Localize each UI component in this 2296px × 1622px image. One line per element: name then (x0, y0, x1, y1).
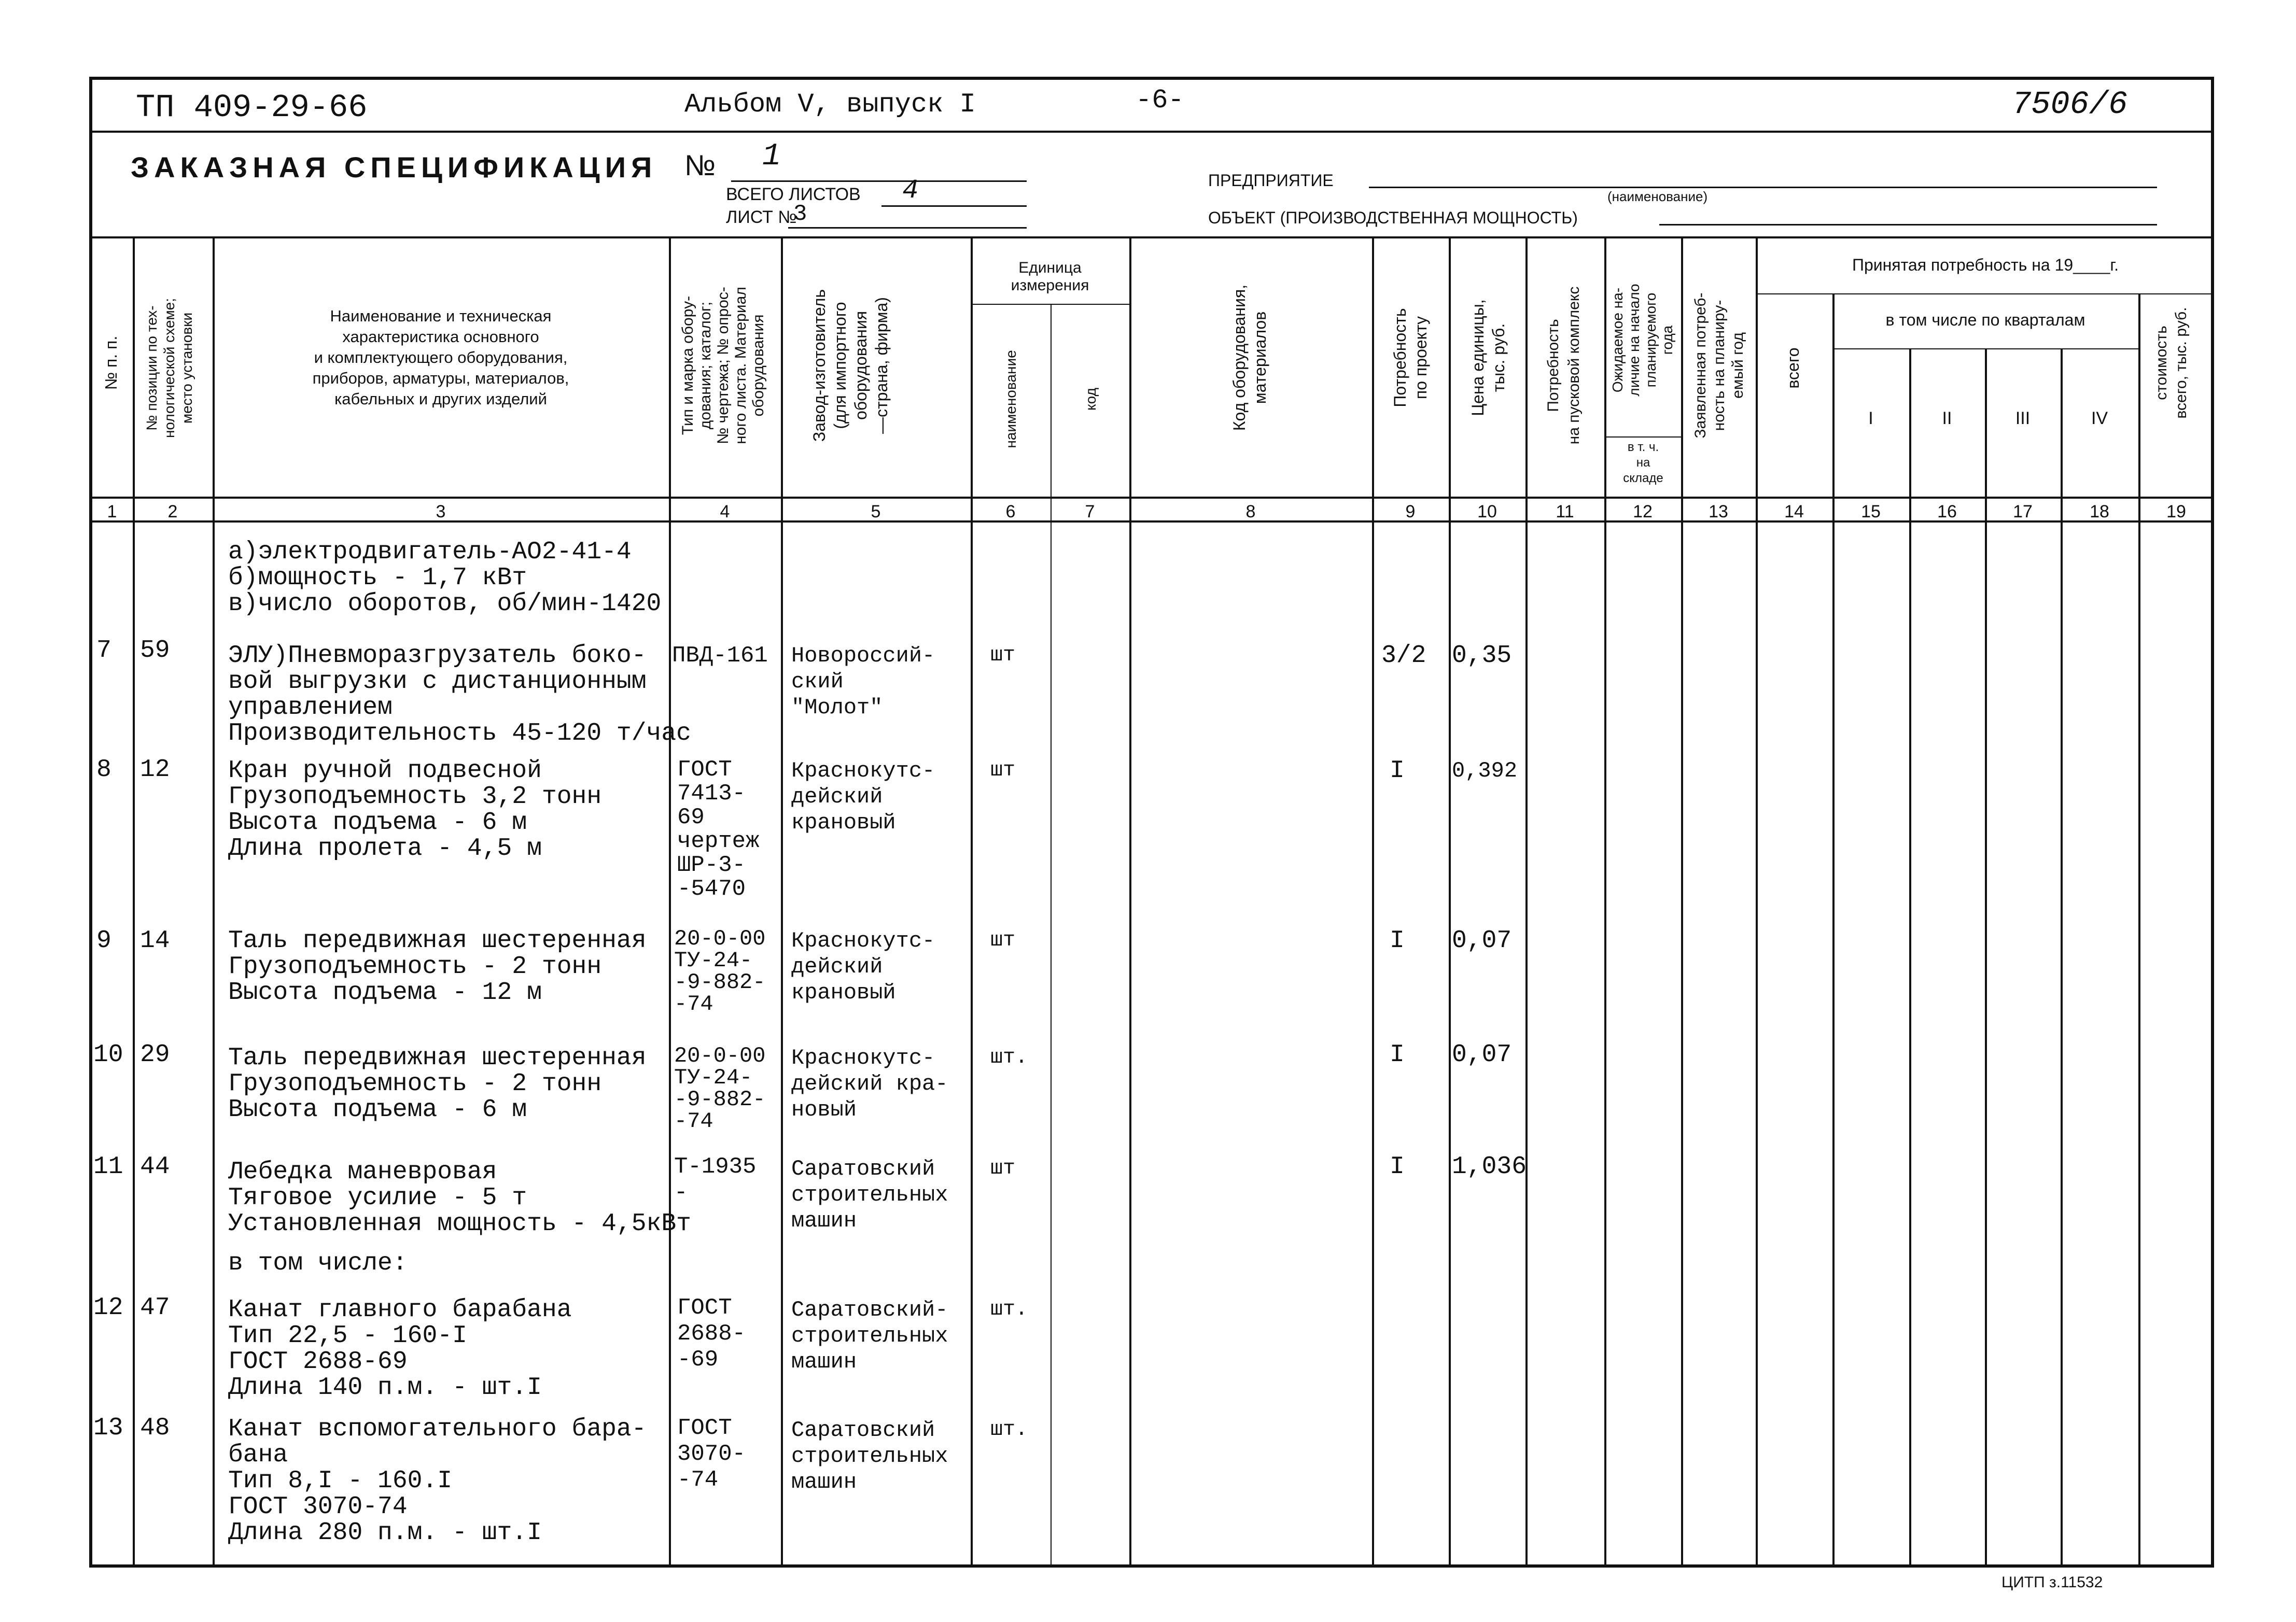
col-7-header: код (1083, 388, 1099, 411)
col-18-header: IV (2091, 408, 2108, 428)
col-number: 12 (1633, 502, 1653, 521)
row-1-qty: 3/2 (1381, 642, 1426, 670)
col-19-header: стоимость всего, тыс. руб. (2153, 307, 2190, 419)
row-7-unit: шт. (990, 1298, 1028, 1321)
row-2-unit: шт (990, 759, 1016, 782)
row-6-name: в том числе: (228, 1249, 408, 1277)
naming-note: (наименование) (1607, 189, 1708, 204)
row-4-type: 20-0-00 ТУ-24- -9-882- -74 (674, 1043, 766, 1134)
row-8-name: Канат вспомогательного бара- бана Тип 8,I - 160.I ГОСТ 3070-74 Длина 280 п.м. - шт.I (228, 1415, 647, 1547)
enterprise-label: ПРЕДПРИЯТИЕ (1208, 171, 1334, 190)
album-info: Альбом V, выпуск I (684, 89, 976, 120)
row-3-name: Таль передвижная шестеренная Грузоподъемность - 2 тонн Высота подъема - 12 м (228, 927, 647, 1007)
col-number: 6 (1005, 502, 1016, 521)
sheet-id: 7506/6 (2012, 86, 2128, 123)
row-1-unit: шт (990, 644, 1016, 667)
row-5-qty: I (1390, 1153, 1405, 1181)
row-5-name: Лебедка маневровая Тяговое усилие - 5 т Установленная мощность - 4,5кВт (228, 1158, 691, 1238)
col-2-header: № позиции по тех- нологической схеме; место установки (144, 298, 195, 439)
col-6-header: наименование (1003, 350, 1019, 448)
col-15-header: I (1868, 408, 1873, 428)
row-1-type: ПВД-161 (672, 643, 768, 669)
row-3-position: 14 (140, 927, 170, 955)
col-16-header: II (1942, 408, 1952, 428)
col-number: 10 (1477, 502, 1497, 521)
col-12-sub-header: в т. ч. на складе (1623, 440, 1663, 485)
unit-header: Единица измерения (1011, 259, 1089, 294)
col-13-header: Заявленная потреб- ность на планиру- емый год (1692, 292, 1746, 439)
page-number: -6- (1136, 85, 1184, 116)
row-1-number: 7 (96, 637, 111, 665)
row-5-position: 44 (140, 1153, 170, 1181)
col-number: 8 (1245, 502, 1256, 521)
row-2-name: Кран ручной подвесной Грузоподъемность 3,2 тонн Высота подъема - 6 м Длина пролета - 4,5 м (228, 757, 602, 863)
col-number: 3 (436, 502, 446, 521)
col-14-header: всего (1784, 347, 1802, 389)
row-4-qty: I (1390, 1041, 1405, 1069)
row-8-unit: шт. (990, 1418, 1028, 1442)
row-5-type: Т-1935 - (674, 1154, 757, 1206)
row-2-maker: Краснокутс- дейский крановый (791, 758, 935, 835)
row-7-number: 12 (93, 1294, 123, 1322)
row-8-number: 13 (93, 1414, 123, 1442)
total-sheets-value: 4 (902, 175, 919, 206)
row-5-number: 11 (93, 1153, 123, 1181)
sheet-no-value: 3 (793, 201, 807, 227)
row-1-name: ЭЛУ)Пневморазгрузатель боко- вой выгрузки с дистанционным управлением Производительность 45-120 т/час (228, 642, 691, 747)
row-3-unit: шт (990, 929, 1016, 952)
col-number: 19 (2166, 502, 2186, 521)
row-3-price: 0,07 (1452, 927, 1512, 955)
row-7-name: Канат главного барабана Тип 22,5 - 160-I ГОСТ 2688-69 Длина 140 п.м. - шт.I (228, 1296, 572, 1402)
col-number: 18 (2090, 502, 2109, 521)
col-number: 1 (107, 502, 117, 521)
col-4-header: Тип и марка обору- дования; каталог; № чертежа; № опрос- ного листа. Материал оборудования (679, 287, 767, 444)
row-7-maker: Саратовский- строительных машин (791, 1297, 948, 1374)
row-5-unit: шт (990, 1157, 1016, 1180)
row-8-position: 48 (140, 1414, 170, 1442)
row-3-number: 9 (96, 927, 111, 955)
col-number: 7 (1085, 502, 1095, 521)
col-number: 4 (720, 502, 730, 521)
doc-code: ТП 409-29-66 (136, 89, 368, 126)
total-sheets-label: ВСЕГО ЛИСТОВ (726, 185, 861, 204)
sheet-no-label: ЛИСТ № (726, 207, 797, 227)
col-12-header: Ожидаемое на- личие на начало планируемого года (1609, 284, 1675, 397)
col-5-header: Завод-изготовитель (для импортного оборудования —страна, фирма) (810, 289, 891, 442)
col-number: 15 (1861, 502, 1881, 521)
row-2-type: ГОСТ 7413- 69 чертеж ШР-3- -5470 (677, 757, 760, 902)
footer-stamp: ЦИТП з.11532 (2001, 1574, 2103, 1591)
object-label: ОБЪЕКТ (ПРОИЗВОДСТВЕННАЯ МОЩНОСТЬ) (1208, 208, 1578, 227)
col-11-header: Потребность на пусковой комплекс (1545, 286, 1583, 445)
row-3-type: 20-0-00 ТУ-24- -9-882- -74 (674, 926, 766, 1017)
col-1-header: № п. п. (102, 335, 120, 390)
row-4-number: 10 (93, 1041, 123, 1069)
row-2-price: 0,392 (1452, 758, 1518, 783)
row-2-number: 8 (96, 756, 111, 784)
row-4-name: Таль передвижная шестеренная Грузоподъемность - 2 тонн Высота подъема - 6 м (228, 1044, 647, 1124)
row-2-position: 12 (140, 756, 170, 784)
row-8-type: ГОСТ 3070- -74 (677, 1415, 746, 1493)
col-number: 16 (1937, 502, 1957, 521)
col-10-header: Цена единицы, тыс. руб. (1468, 299, 1508, 416)
row-3-qty: I (1390, 927, 1405, 955)
col-number: 14 (1784, 502, 1804, 521)
row-2-qty: I (1390, 757, 1405, 785)
row-4-unit: шт. (990, 1046, 1028, 1069)
row-5-price: 1,036 (1452, 1153, 1527, 1181)
col-number: 2 (167, 502, 178, 521)
row-1-price: 0,35 (1452, 642, 1512, 670)
row-3-maker: Краснокутс- дейский крановый (791, 928, 935, 1005)
row-7-type: ГОСТ 2688- -69 (677, 1295, 746, 1373)
col-17-header: III (2015, 408, 2031, 428)
row-7-position: 47 (140, 1294, 170, 1322)
accepted-header: Принятая потребность на 19____г. (1852, 256, 2119, 274)
col-number: 13 (1709, 502, 1728, 521)
row-4-maker: Краснокутс- дейский кра- новый (791, 1046, 948, 1122)
row-4-position: 29 (140, 1041, 170, 1069)
col-8-header: Код оборудования, материалов (1230, 284, 1269, 431)
quarters-header: в том числе по кварталам (1885, 311, 2085, 329)
row-8-maker: Саратовский строительных машин (791, 1418, 948, 1494)
form-title: ЗАКАЗНАЯ СПЕЦИФИКАЦИЯ (131, 151, 657, 184)
row-1-position: 59 (140, 637, 170, 665)
col-number: 5 (871, 502, 881, 521)
col-number: 17 (2013, 502, 2033, 521)
col-number: 11 (1556, 502, 1574, 521)
col-3-header: Наименование и техническая характеристика основного и комплектующего оборудования, приборов, арматуры, материалов, кабельных и других изделий (312, 307, 569, 408)
col-9-header: Потребность по проекту (1391, 308, 1430, 407)
row-5-maker: Саратовский строительных машин (791, 1156, 948, 1233)
spec-number-label: № (684, 149, 716, 181)
row-4-price: 0,07 (1452, 1041, 1512, 1069)
row-1-maker: Новороссий- ский "Молот" (791, 643, 935, 720)
row-0-name: а)электродвигатель-АО2-41-4 б)мощность - 1,7 кВт в)число оборотов, об/мин-1420 (228, 538, 662, 618)
col-number: 9 (1405, 502, 1416, 521)
spec-number-value: 1 (762, 139, 781, 174)
